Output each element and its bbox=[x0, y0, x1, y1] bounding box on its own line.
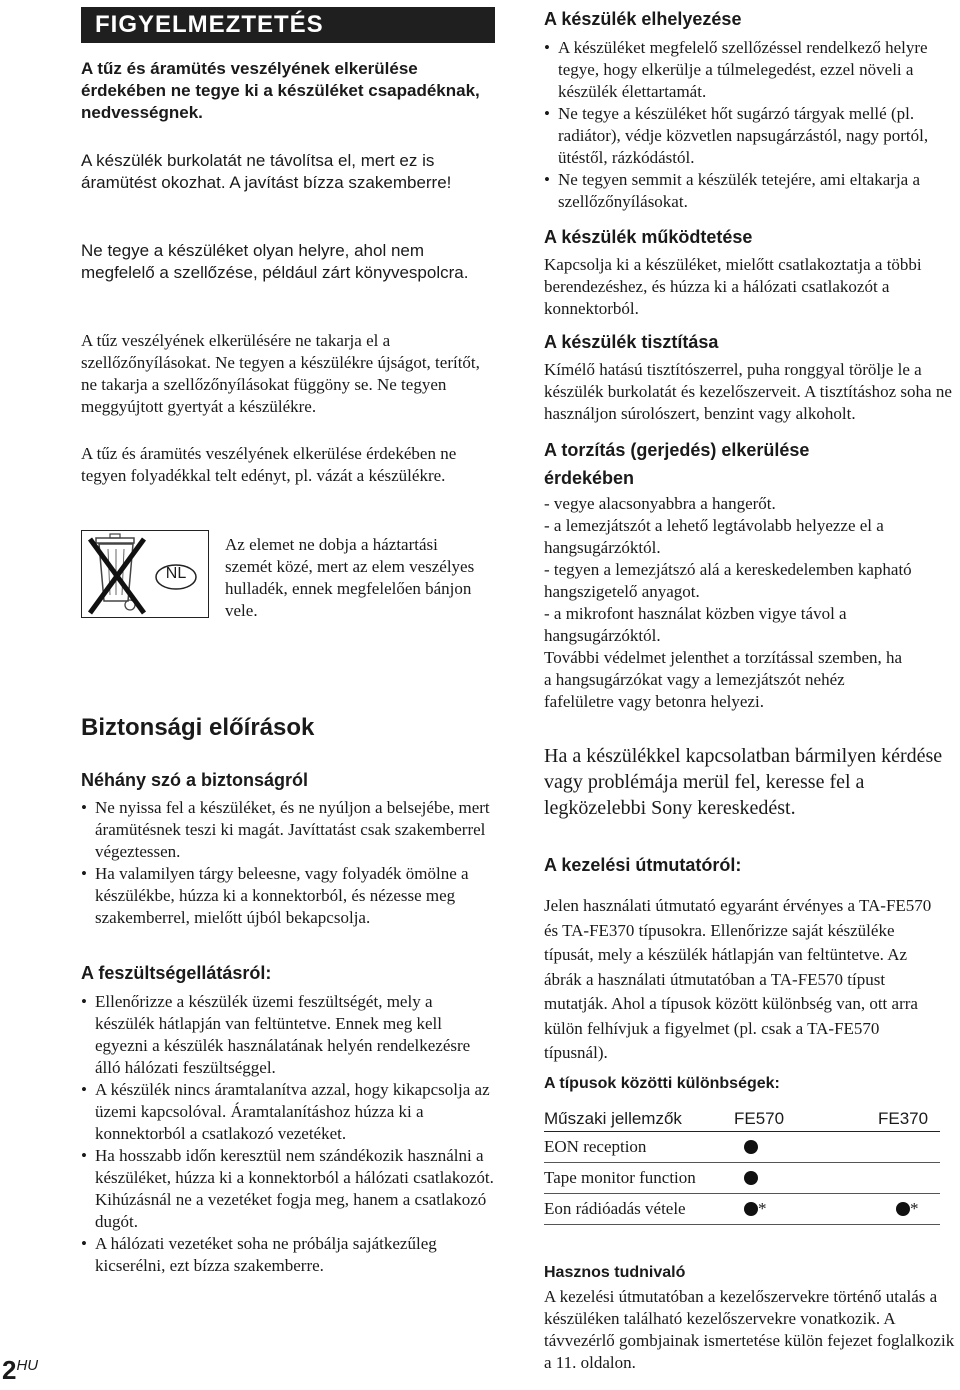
list-item: - tegyen a lemezjátszó alá a kereskedelemben kapható bbox=[544, 560, 912, 579]
warning-paragraph-5: A tűz és áramütés veszélyének elkerülése érdekében ne tegyen folyadékkal telt edényt, pl. vázát a készülékre. bbox=[81, 444, 457, 485]
tip-title: Hasznos tudnivaló bbox=[544, 1264, 686, 1281]
list-item: hangsugárzóktól. bbox=[544, 538, 661, 557]
warning-paragraph-1: A tűz és áramütés veszélyének elkerülése érdekében ne tegye ki a készüléket csapadéknak, nedvességnek. bbox=[81, 59, 480, 122]
table-row bbox=[544, 1163, 940, 1194]
list-item: hangszigetelő anyagot. bbox=[544, 582, 700, 601]
manual-title: A kezelési útmutatóról: bbox=[544, 855, 742, 875]
placement-title: A készülék elhelyezése bbox=[544, 9, 742, 29]
power-list bbox=[81, 991, 495, 1277]
distortion-list bbox=[544, 493, 956, 713]
footnote-mark: * bbox=[758, 1199, 767, 1218]
list-item: • A hálózati vezetéket soha ne próbálja sajátkezűleg kicserélni, ezt bízza szakemberre. bbox=[81, 1233, 495, 1277]
cleaning-text: Kímélő hatású tisztítószerrel, puha ronggyal törölje le a készülék burkolatát és kezelőszerveit. A tisztításhoz soha ne használjon súrolószert, benzint vagy alkoholt. bbox=[544, 360, 952, 423]
safety-title: Biztonsági előírások bbox=[81, 714, 315, 741]
table-header: FE370 bbox=[878, 1106, 940, 1132]
list-item: • Ne nyissa fel a készüléket, és ne nyúljon a belsejébe, mert áramütésnek teszi ki magát. Javíttatást csak szakemberrel végeztessen. bbox=[81, 797, 495, 863]
page-language: HU bbox=[16, 1357, 39, 1374]
cleaning-title: A készülék tisztítása bbox=[544, 332, 719, 352]
list-item: • Ne tegyen semmit a készülék tetejére, ami eltakarja a szellőzőnyílásokat. bbox=[544, 169, 956, 213]
manual-text: Jelen használati útmutató egyaránt érvényes a TA-FE570 és TA-FE370 típusokra. Ellenőrizze saját készüléke típusát, mely a készülék hátlapján van feltüntetve. Az ábrák a használati útmutatóban a TA-FE570 típust mutatják. Ahol a típusok között különbség van, ott arra külön felhívjuk a figyelmet (pl. csak a TA-FE570 típusnál). bbox=[544, 896, 932, 1062]
differences-title: A típusok közötti különbségek: bbox=[544, 1075, 780, 1092]
battery-note: Az elemet ne dobja a háztartási szemét közé, mert az elem veszélyes hulladék, ennek megfelelően bánjon vele. bbox=[225, 535, 475, 620]
list-item: • Ellenőrizze a készülék üzemi feszültségét, mely a készülék hátlapján van feltüntetve. Ennek meg kell egyezni a készülék használatának helyén rendelkezésre álló hálózati feszültséggel. bbox=[81, 991, 495, 1079]
list-item: • A készüléket megfelelő szellőzéssel rendelkező helyre tegye, hogy elkerülje a túlmelegedést, ezzel növeli a készülék élettartamát. bbox=[544, 37, 956, 103]
page-number-value: 2 bbox=[2, 1355, 17, 1385]
filled-circle-icon bbox=[744, 1171, 758, 1185]
operation-text: Kapcsolja ki a készüléket, mielőtt csatlakoztatja a többi berendezéshez, és húzza ki a hálózati csatlakozót a konnektorból. bbox=[544, 255, 922, 318]
dealer-note: Ha a készülékkel kapcsolatban bármilyen kérdése vagy problémája merül fel, keresse fel a legközelebbi Sony kereskedést. bbox=[544, 745, 943, 819]
power-subtitle: A feszültségellátásról: bbox=[81, 963, 272, 983]
distortion-title-line-1: A torzítás (gerjedés) elkerülése bbox=[544, 440, 810, 460]
operation-title: A készülék működtetése bbox=[544, 227, 753, 247]
list-item: - a mikrofont használat közben vigye távol a bbox=[544, 604, 847, 623]
filled-circle-icon bbox=[896, 1202, 910, 1216]
list-item: - a lemezjátszót a lehető legtávolabb helyezze el a bbox=[544, 516, 884, 535]
filled-circle-icon bbox=[744, 1202, 758, 1216]
table-header: Műszaki jellemzők bbox=[544, 1106, 734, 1132]
battery-recycle-symbol bbox=[81, 530, 209, 618]
distortion-title-line-2: érdekében bbox=[544, 468, 635, 488]
list-item: • Ha valamilyen tárgy beleesne, vagy folyadék ömölne a készülékbe, húzza ki a konnektorból, és nézesse meg szakemberrel, mielőtt újból bekapcsolja. bbox=[81, 863, 495, 929]
list-item: További védelmet jelenthet a torzítással szemben, ha bbox=[544, 648, 903, 667]
table-cell-fe570 bbox=[734, 1163, 878, 1194]
table-cell-fe370 bbox=[878, 1163, 940, 1194]
filled-circle-icon bbox=[744, 1140, 758, 1154]
footnote-mark: * bbox=[910, 1199, 919, 1218]
table-row bbox=[544, 1132, 940, 1163]
table-header-row bbox=[544, 1106, 940, 1132]
table-cell-fe370 bbox=[878, 1194, 940, 1225]
table-header: FE570 bbox=[734, 1106, 878, 1132]
table-cell-fe370 bbox=[878, 1132, 940, 1163]
table-cell-feature: Tape monitor function bbox=[544, 1163, 734, 1194]
page-number bbox=[2, 1355, 38, 1386]
list-item: - vegye alacsonyabbra a hangerőt. bbox=[544, 494, 776, 513]
tip-text: A kezelési útmutatóban a kezelőszervekre történő utalás a készüléken található kezelőszervekre vonatkozik. A távvezérlő gombjainak ismertetése külön fejezet foglalkozik a 11. oldalon. bbox=[544, 1287, 955, 1372]
list-item: • Ne tegye a készüléket hőt sugárzó tárgyak mellé (pl. radiátor), védje közvetlen napsugárzástól, nagy portól, ütéstől, rázkódástól. bbox=[544, 103, 956, 169]
table-cell-feature: Eon rádióadás vétele bbox=[544, 1194, 734, 1225]
safety-list bbox=[81, 797, 495, 929]
battery-nl-badge: NL bbox=[165, 565, 187, 582]
warning-paragraph-3: Ne tegye a készüléket olyan helyre, ahol nem megfelelő a szellőzése, például zárt könyvespolcra. bbox=[81, 241, 469, 282]
table-row bbox=[544, 1194, 940, 1225]
safety-subtitle: Néhány szó a biztonságról bbox=[81, 770, 309, 790]
warning-paragraph-2: A készülék burkolatát ne távolítsa el, mert ez is áramütést okozhat. A javítást bízza szakemberre! bbox=[81, 151, 452, 192]
distortion-title bbox=[544, 436, 809, 492]
table-cell-feature: EON reception bbox=[544, 1132, 734, 1163]
table-cell-fe570 bbox=[734, 1194, 878, 1225]
list-item: a hangsugárzókat vagy a lemezjátszót nehéz bbox=[544, 670, 845, 689]
placement-list bbox=[544, 37, 956, 213]
warning-paragraph-4: A tűz veszélyének elkerülésére ne takarja el a szellőzőnyílásokat. Ne tegyen a készülékre újságot, terítőt, ne takarja a szellőzőnyílásokat függöny se. Ne tegyen meggyújtott gyertyát a készülékre. bbox=[81, 331, 480, 416]
model-differences-table bbox=[544, 1106, 940, 1225]
list-item: hangsugárzóktól. bbox=[544, 626, 661, 645]
list-item: fafelületre vagy betonra helyezi. bbox=[544, 692, 764, 711]
list-item: • Ha hosszabb időn keresztül nem szándékozik használni a készüléket, húzza ki a konnektorból a hálózati csatlakozót. Kihúzásnál ne a vezetéket fogja meg, hanem a csatlakozó dugót. bbox=[81, 1145, 495, 1233]
table-cell-fe570 bbox=[734, 1132, 878, 1163]
warning-title: FIGYELMEZTETÉS bbox=[81, 7, 495, 43]
list-item: • A készülék nincs áramtalanítva azzal, hogy kikapcsolja az üzemi kapcsolóval. Áramtalanításhoz húzza ki a konnektorból a csatlakozó vezetéket. bbox=[81, 1079, 495, 1145]
